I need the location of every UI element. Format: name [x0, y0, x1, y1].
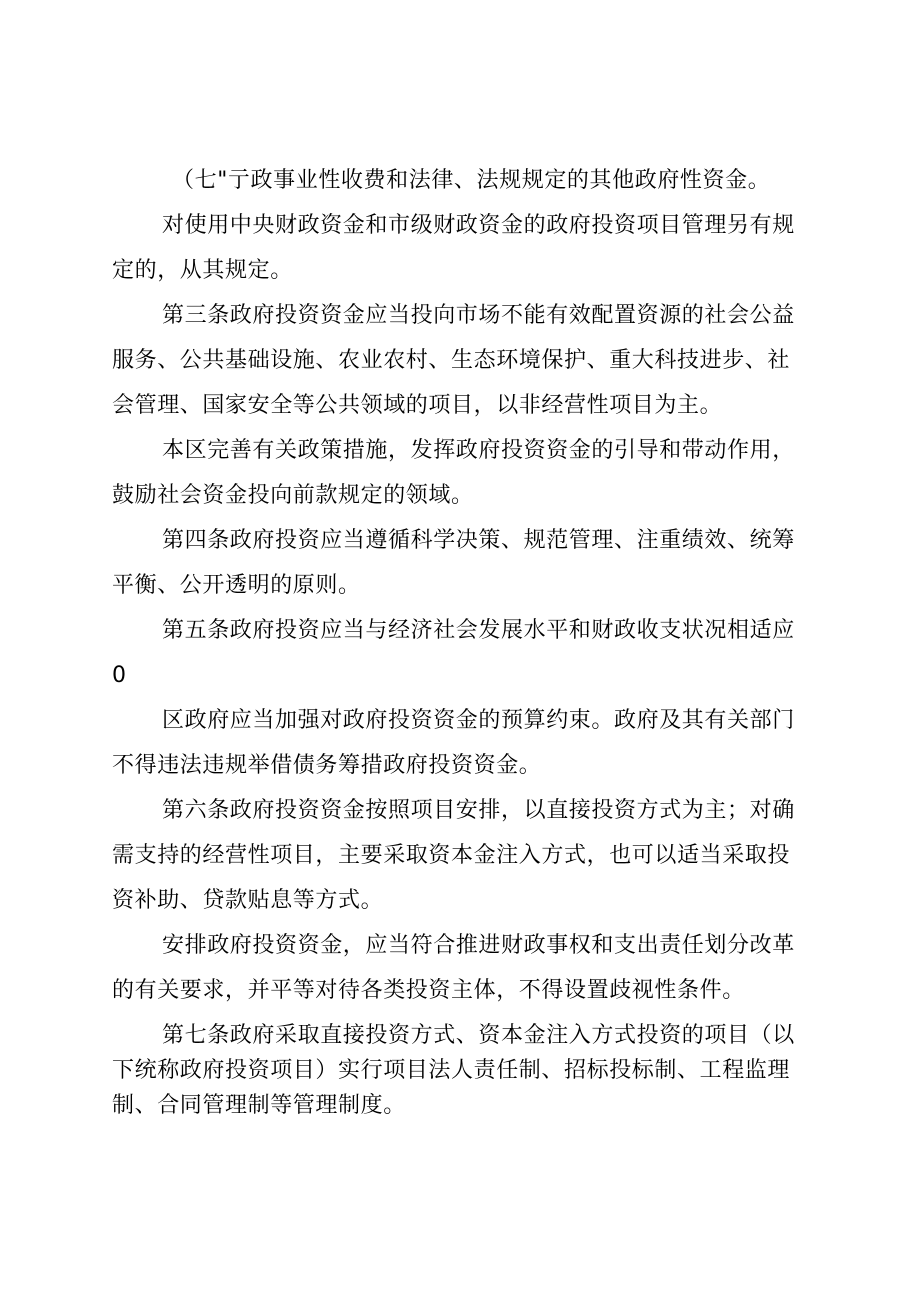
text-line: 对使用中央财政资金和市级财政资金的政府投资项目管理另有规 [162, 213, 795, 238]
text-line: 第四条政府投资应当遵循科学决策、规范管理、注重绩效、统筹 [162, 528, 795, 553]
text-line: 安排政府投资资金，应当符合推进财政事权和支出责任划分改革 [162, 933, 795, 958]
text-line: 鼓励社会资金投向前款规定的领域。 [112, 483, 474, 508]
text-line: 定的，从其规定。 [112, 258, 293, 283]
text-line: 第五条政府投资应当与经济社会发展水平和财政收支状况相适应 [162, 618, 795, 643]
text-line: 不得违法违规举借债务筹措政府投资资金。 [112, 753, 542, 778]
text-line: 下统称政府投资项目）实行项目法人责任制、招标投标制、工程监理 [112, 1058, 791, 1083]
text-line: 制、合同管理制等管理制度。 [112, 1093, 406, 1118]
text-line: （七"亍政事业性收费和法律、法规规定的其他政府性资金。 [172, 168, 771, 193]
text-line: 第三条政府投资资金应当投向市场不能有效配置资源的社会公益 [162, 303, 795, 328]
text-line: 区政府应当加强对政府投资资金的预算约束。政府及其有关部门 [162, 708, 795, 733]
text-line: 平衡、公开透明的原则。 [112, 573, 361, 598]
text-line: 第七条政府采取直接投资方式、资本金注入方式投资的项目（以 [162, 1023, 795, 1048]
text-line: 的有关要求，并平等对待各类投资主体，不得设置歧视性条件。 [112, 978, 745, 1003]
text-line: 资补助、贷款贴息等方式。 [112, 888, 384, 913]
text-line: 服务、公共基础设施、农业农村、生态环境保护、重大科技进步、社 [112, 348, 791, 373]
text-line: 会管理、国家安全等公共领域的项目，以非经营性项目为主。 [112, 393, 723, 418]
text-line: 第六条政府投资资金按照项目安排，以直接投资方式为主；对确 [162, 798, 795, 823]
text-line: 0 [112, 663, 127, 688]
text-line: 本区完善有关政策措施，发挥政府投资资金的引导和带动作用， [162, 438, 795, 463]
text-line: 需支持的经营性项目，主要采取资本金注入方式，也可以适当采取投 [112, 843, 791, 868]
